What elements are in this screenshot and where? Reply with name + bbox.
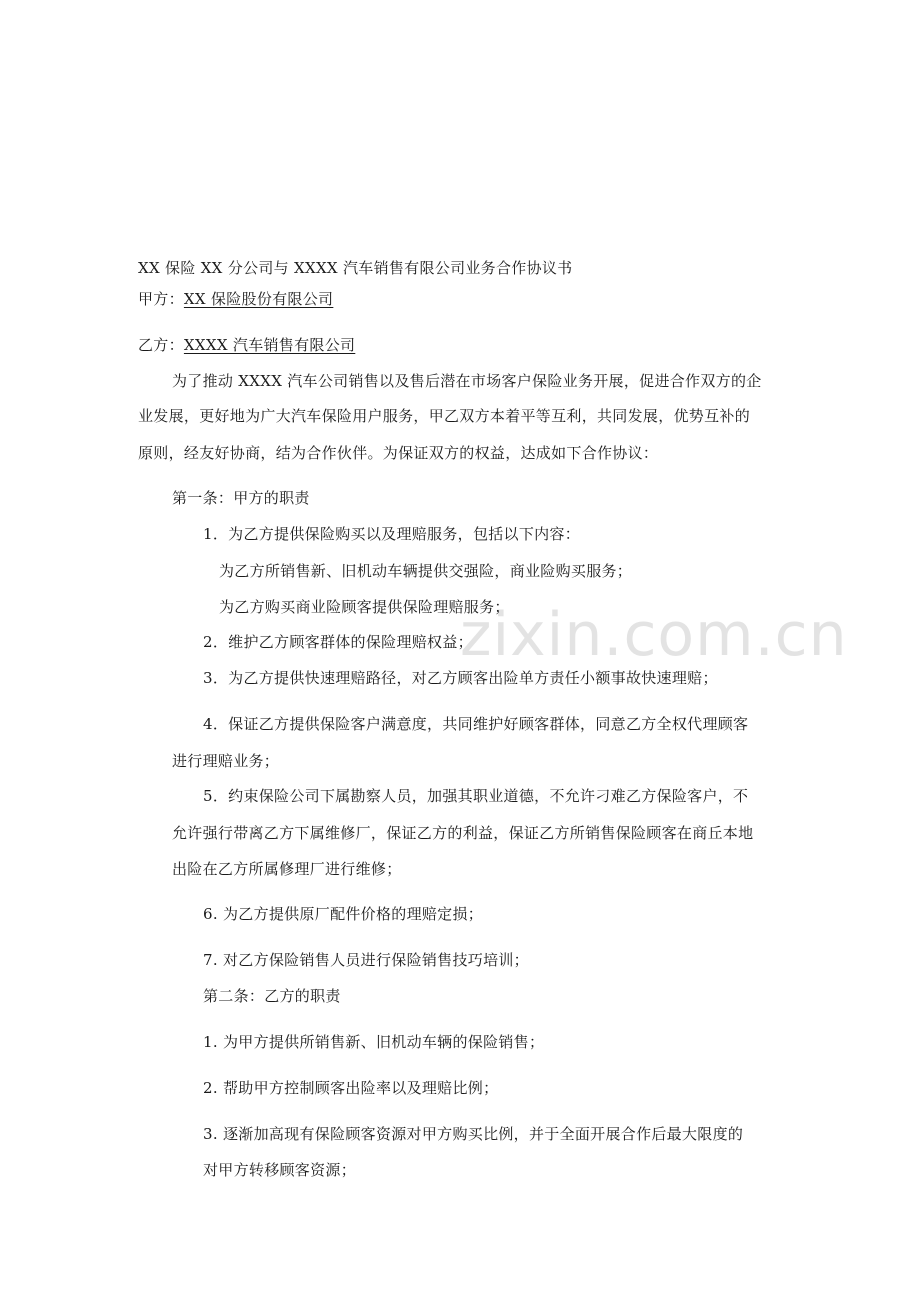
party-b-line <box>138 335 355 355</box>
intro-line-1: 为了推动 XXXX 汽车公司销售以及售后潜在市场客户保险业务开展，促进合作双方的企 <box>172 372 762 390</box>
party-b-name: XXXX 汽车销售有限公司 <box>183 336 356 354</box>
article-1-heading: 第一条：甲方的职责 <box>172 489 310 507</box>
article-2-item-3-line-1: 3. 逐渐加高现有保险顾客资源对甲方购买比例，并于全面开展合作后最大限度的 <box>203 1125 744 1143</box>
watermark: zixin.com.cn <box>460 600 848 670</box>
party-a-label: 甲方： <box>138 290 184 308</box>
article-1-item-4-line-2: 进行理赔业务； <box>172 752 280 770</box>
article-1-item-1: 1．为乙方提供保险购买以及理赔服务，包括以下内容： <box>203 525 581 543</box>
article-1-item-1-sub-1: 为乙方所销售新、旧机动车辆提供交强险，商业险购买服务； <box>219 562 633 580</box>
party-b-label: 乙方： <box>138 336 184 354</box>
intro-line-3: 原则，经友好协商，结为合作伙伴。为保证双方的权益，达成如下合作协议： <box>138 444 659 462</box>
article-1-item-6: 6. 为乙方提供原厂配件价格的理赔定损； <box>203 905 484 923</box>
article-2-item-1: 1. 为甲方提供所销售新、旧机动车辆的保险销售； <box>203 1033 545 1051</box>
article-1-item-5-line-2: 允许强行带离乙方下属维修厂，保证乙方的利益，保证乙方所销售保险顾客在商丘本地 <box>172 824 754 842</box>
article-1-item-7: 7. 对乙方保险销售人员进行保险销售技巧培训； <box>203 951 529 969</box>
article-1-item-5-line-1: 5．约束保险公司下属勘察人员，加强其职业道德，不允许刁难乙方保险客户，不 <box>203 787 749 805</box>
article-1-item-5-line-3: 出险在乙方所属修理厂进行维修； <box>172 860 402 878</box>
document-title: XX 保险 XX 分公司与 XXXX 汽车销售有限公司业务合作协议书 <box>138 259 573 277</box>
article-1-item-2: 2．维护乙方顾客群体的保险理赔权益； <box>203 633 473 651</box>
article-1-item-3: 3．为乙方提供快速理赔路径，对乙方顾客出险单方责任小额事故快速理赔； <box>203 669 718 687</box>
intro-line-2: 业发展，更好地为广大汽车保险用户服务，甲乙双方本着平等互利，共同发展，优势互补的 <box>138 407 751 425</box>
party-a-line <box>138 289 333 309</box>
article-1-item-4-line-1: 4．保证乙方提供保险客户满意度，共同维护好顾客群体，同意乙方全权代理顾客 <box>203 715 749 733</box>
article-2-item-3-line-2: 对甲方转移顾客资源； <box>203 1161 357 1179</box>
article-2-item-2: 2. 帮助甲方控制顾客出险率以及理赔比例； <box>203 1079 499 1097</box>
article-1-item-1-sub-2: 为乙方购买商业险顾客提供保险理赔服务； <box>219 598 510 616</box>
party-a-name: XX 保险股份有限公司 <box>183 290 334 308</box>
article-2-heading: 第二条：乙方的职责 <box>203 987 341 1005</box>
